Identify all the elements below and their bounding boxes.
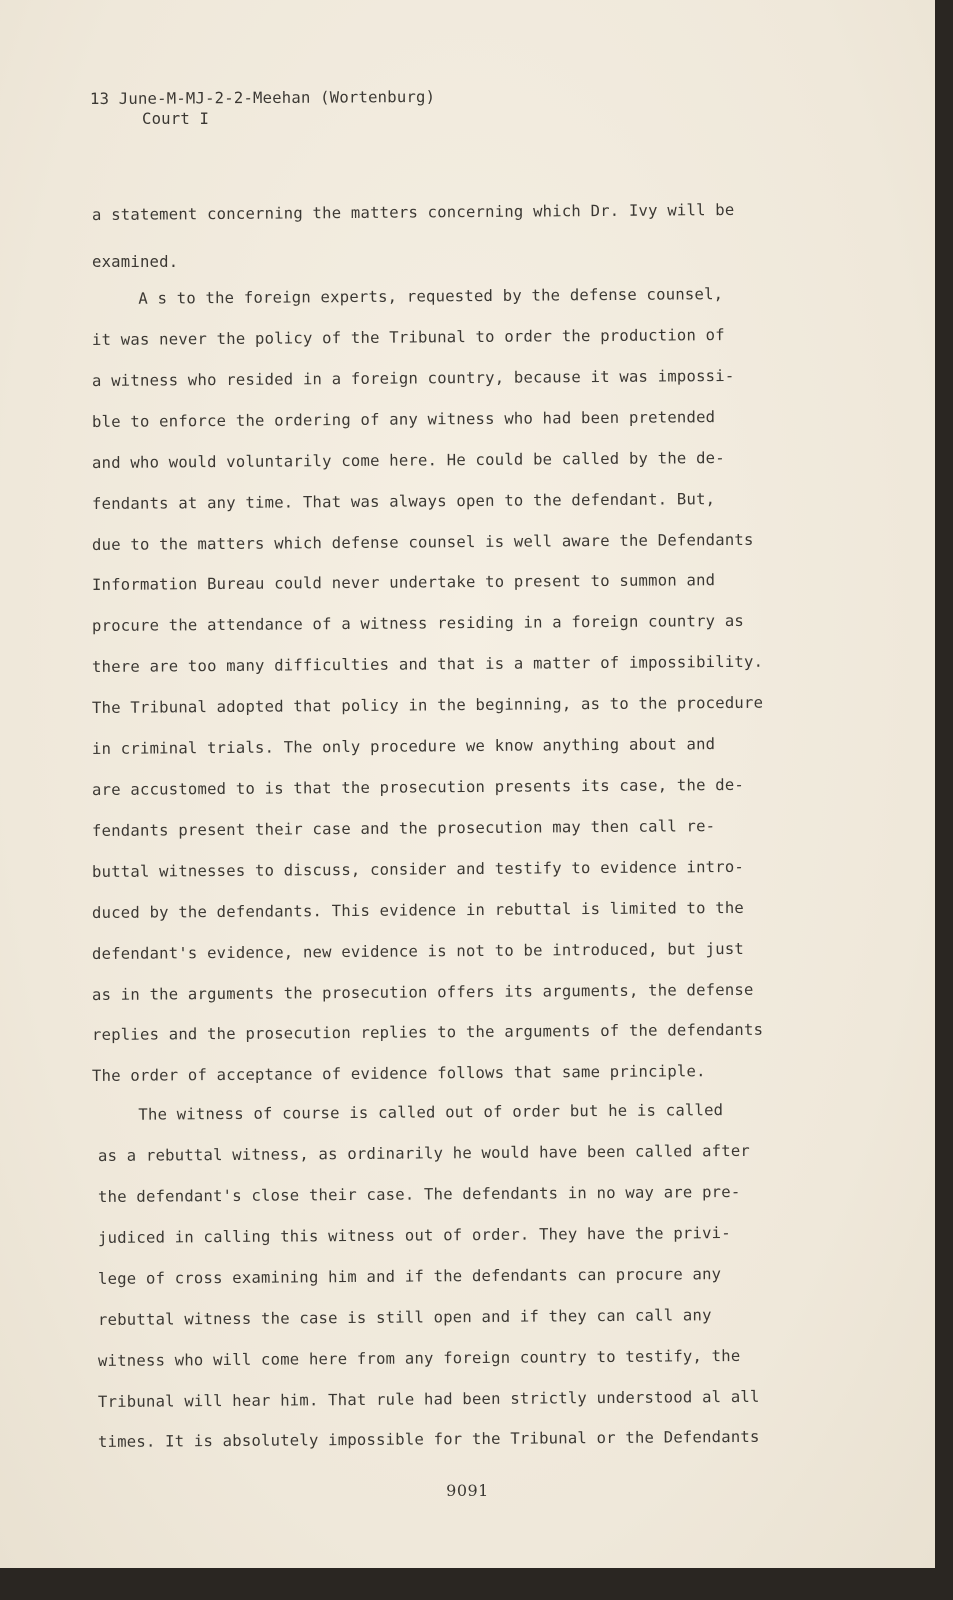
header-court: Court I	[142, 110, 210, 128]
body-line: ble to enforce the ordering of any witness who had been pretended	[91, 408, 716, 431]
body-line: a witness who resided in a foreign country, because it was impossi-	[91, 366, 735, 390]
body-line: fendants at any time. That was always open to the defendant. But,	[91, 490, 716, 513]
body-line: lege of cross examining him and if the defendants can procure any	[97, 1265, 722, 1288]
body-line: as a rebuttal witness, as ordinarily he would have been called after	[97, 1141, 751, 1165]
body-line: A s to the foreign experts, requested by the defense counsel,	[99, 285, 724, 308]
body-line: witness who will come here from any foreign country to testify, the	[97, 1346, 741, 1370]
body-line: a statement concerning the matters concerning which Dr. Ivy will be	[91, 200, 735, 224]
body-line: The Tribunal adopted that policy in the beginning, as to the procedure	[91, 693, 764, 717]
body-line: there are too many difficulties and that is a matter of impossibility.	[91, 652, 764, 676]
body-line: judiced in calling this witness out of order. They have the privi-	[97, 1224, 731, 1247]
header-reference: 13 June-M-MJ-2-2-Meehan (Wortenburg)	[89, 87, 436, 109]
body-line: replies and the prosecution replies to the arguments of the defendants	[91, 1020, 764, 1044]
body-line: as in the arguments the prosecution offers its arguments, the defense	[91, 980, 754, 1004]
body-line: are accustomed to is that the prosecution presents its case, the de-	[91, 775, 745, 799]
body-line: it was never the policy of the Tribunal to order the production of	[91, 326, 725, 349]
body-line: times. It is absolutely impossible for the Tribunal or the Defendants	[97, 1427, 760, 1451]
body-line: in criminal trials. The only procedure we know anything about and	[91, 735, 716, 758]
body-line: The witness of course is called out of order but he is called	[99, 1101, 724, 1124]
body-line: Tribunal will hear him. That rule had been strictly understood al all	[97, 1387, 760, 1411]
body-line: fendants present their case and the prosecution may then call re-	[91, 817, 716, 840]
body-line: Information Bureau could never undertake to present to summon and	[91, 571, 716, 594]
body-line: procure the attendance of a witness residing in a foreign country as	[91, 611, 745, 635]
body-line: defendant's evidence, new evidence is not to be introduced, but just	[91, 939, 745, 963]
body-line: the defendant's close their case. The defendants in no way are pre-	[97, 1182, 741, 1206]
body-line: duced by the defendants. This evidence in rebuttal is limited to the	[91, 898, 745, 922]
body-line: buttal witnesses to discuss, consider and testify to evidence intro-	[91, 857, 745, 881]
body-line: examined.	[92, 253, 179, 271]
body-line: and who would voluntarily come here. He could be called by the de-	[91, 449, 725, 472]
body-line: due to the matters which defense counsel is well aware the Defendants	[91, 530, 754, 554]
body-line: The order of acceptance of evidence follows that same principle.	[91, 1062, 706, 1085]
page-number: 9091	[446, 1481, 489, 1500]
body-line: rebuttal witness the case is still open and if they can call any	[97, 1306, 712, 1329]
